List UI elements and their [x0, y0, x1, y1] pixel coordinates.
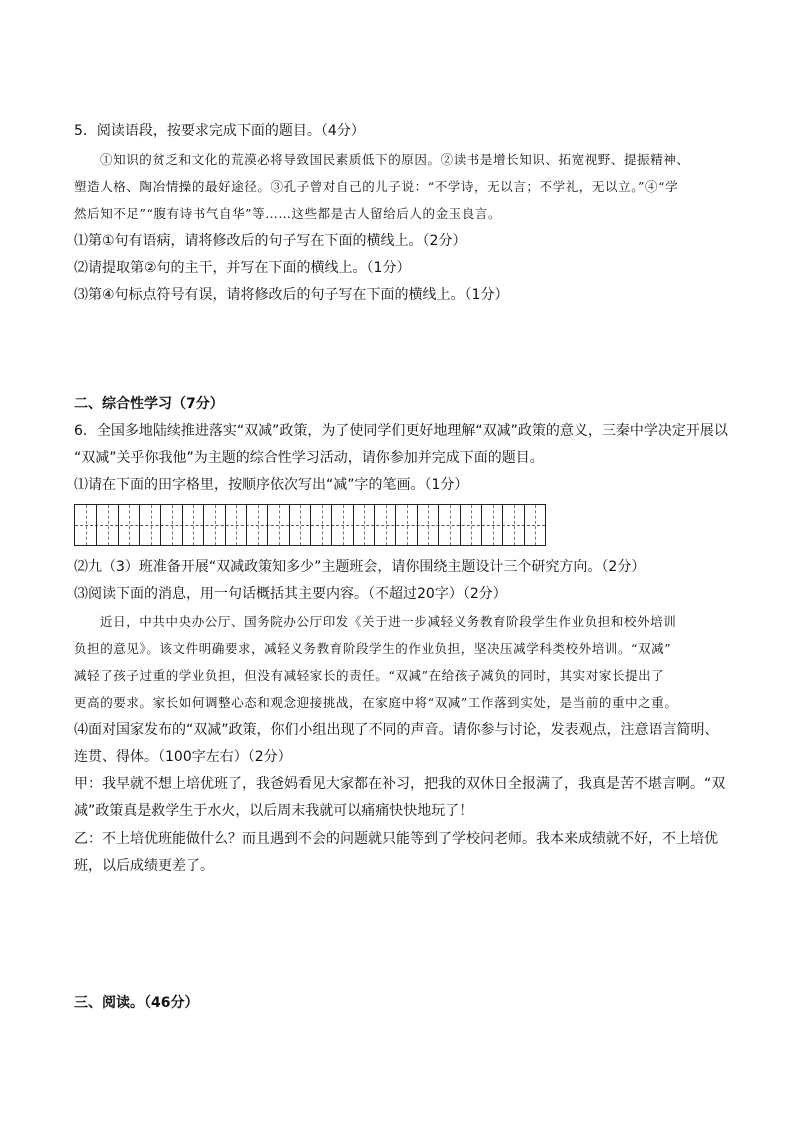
grid-vertical-guide — [322, 505, 323, 545]
tian-grid-cell[interactable] — [524, 505, 546, 545]
tian-grid-cell[interactable] — [203, 505, 225, 545]
grid-vertical-guide — [279, 505, 280, 545]
grid-vertical-guide — [450, 505, 451, 545]
grid-vertical-guide — [86, 505, 87, 545]
q5-passage-line-2: 塑造人格、陶冶情操的最好途径。③孔子曾对自己的儿子说：“不学诗，无以言；不学礼，无以立。”④“学 — [74, 179, 679, 194]
tian-grid-cell[interactable] — [289, 505, 311, 545]
tian-grid-cell[interactable] — [417, 505, 439, 545]
tian-grid-cell[interactable] — [395, 505, 417, 545]
tian-grid-cell[interactable] — [502, 505, 524, 545]
speaker-yi-line-1: 乙：不上培优班能做什么？而且遇到不会的问题就只能等到了学校问老师。我本来成绩就不好，不上培优 — [74, 831, 718, 847]
tian-grid-cell[interactable] — [310, 505, 332, 545]
tian-character-grid[interactable] — [74, 504, 546, 546]
grid-vertical-guide — [471, 505, 472, 545]
grid-vertical-guide — [514, 505, 515, 545]
question-5-title: 5．阅读语段，按要求完成下面的题目。（4分） — [74, 123, 365, 139]
tian-grid-cell[interactable] — [96, 505, 118, 545]
grid-vertical-guide — [236, 505, 237, 545]
q5-passage-line-1: ①知识的贫乏和文化的荒漠必将导致国民素质低下的原因。②读书是增长知识、拓宽视野、提振精神、 — [100, 152, 690, 167]
q6-sub-question-4-line-1: ⑷面对国家发布的“双减”政策，你们小组出现了不同的声音。请你参与讨论，发表观点，注意语言简明、 — [74, 722, 719, 738]
grid-vertical-guide — [193, 505, 194, 545]
grid-vertical-guide — [172, 505, 173, 545]
grid-vertical-guide — [535, 505, 536, 545]
tian-grid-cell[interactable] — [267, 505, 289, 545]
tian-grid-cell[interactable] — [438, 505, 460, 545]
tian-grid-cell[interactable] — [139, 505, 161, 545]
q6-intro-line-1: 6．全国多地陆续推进落实“双减”政策，为了使同学们更好地理解“双减”政策的意义，三秦中学决定开展以 — [74, 423, 728, 439]
q6-sub-question-2: ⑵九（3）班准备开展“双减政策知多少”主题班会，请你围绕主题设计三个研究方向。（2分） — [74, 559, 646, 575]
grid-vertical-guide — [151, 505, 152, 545]
grid-vertical-guide — [215, 505, 216, 545]
tian-grid-cell[interactable] — [118, 505, 140, 545]
q6-sub-question-4-line-2: 连贯、得体。（100字左右）（2分） — [74, 749, 292, 765]
grid-vertical-guide — [428, 505, 429, 545]
grid-vertical-guide — [364, 505, 365, 545]
tian-grid-cell[interactable] — [160, 505, 182, 545]
tian-grid-cell[interactable] — [374, 505, 396, 545]
q5-sub-question-1: ⑴第①句有语病，请将修改后的句子写在下面的横线上。（2分） — [74, 233, 467, 249]
speaker-jia-line-2: 减”政策真是救学生于水火，以后周末我就可以痛痛快快地玩了！ — [74, 803, 474, 819]
news-line-2: 负担的意见》。该文件明确要求，减轻义务教育阶段学生的作业负担，坚决压减学科类校外培训。“双减” — [74, 641, 672, 656]
tian-grid-cell[interactable] — [225, 505, 247, 545]
news-line-4: 更高的要求。家长如何调整心态和观念迎接挑战，在家庭中将“双减”工作落到实处，是当前的重中之重。 — [74, 695, 678, 710]
q6-intro-line-2: “双减”关乎你我他”为主题的综合性学习活动，请你参加并完成下面的题目。 — [74, 450, 544, 466]
news-line-3: 减轻了孩子过重的学业负担，但没有减轻家长的责任。“双减”在给孩子减负的同时，其实对家长提出了 — [74, 668, 665, 683]
grid-vertical-guide — [108, 505, 109, 545]
grid-vertical-guide — [407, 505, 408, 545]
tian-grid-cell[interactable] — [182, 505, 204, 545]
grid-vertical-guide — [300, 505, 301, 545]
grid-vertical-guide — [129, 505, 130, 545]
news-line-1: 近日，中共中央办公厅、国务院办公厅印发《关于进一步减轻义务教育阶段学生作业负担和校外培训 — [100, 614, 677, 629]
tian-grid-cell[interactable] — [246, 505, 268, 545]
grid-vertical-guide — [493, 505, 494, 545]
tian-grid-cell[interactable] — [75, 505, 96, 545]
grid-vertical-guide — [386, 505, 387, 545]
tian-grid-cell[interactable] — [481, 505, 503, 545]
q6-sub-question-1: ⑴请在下面的田字格里，按顺序依次写出“减”字的笔画。（1分） — [74, 477, 469, 493]
q5-sub-question-2: ⑵请提取第②句的主干，并写在下面的横线上。（1分） — [74, 260, 411, 276]
speaker-jia-line-1: 甲：我早就不想上培优班了，我爸妈看见大家都在补习，把我的双休日全报满了，我真是苦不堪言啊。“双 — [74, 776, 726, 792]
q5-sub-question-3: ⑶第④句标点符号有误，请将修改后的句子写在下面的横线上。（1分） — [74, 287, 509, 303]
grid-vertical-guide — [343, 505, 344, 545]
q5-passage-line-3: 然后知不足”“腹有诗书气自华”等……这些都是古人留给后人的金玉良言。 — [74, 206, 502, 221]
section-3-heading: 三、阅读。（46分） — [74, 995, 199, 1011]
q6-sub-question-3: ⑶阅读下面的消息，用一句话概括其主要内容。（不超过20字）（2分） — [74, 586, 507, 602]
tian-grid-cell[interactable] — [460, 505, 482, 545]
grid-vertical-guide — [258, 505, 259, 545]
section-2-heading: 二、综合性学习（7分） — [74, 396, 224, 412]
tian-grid-cell[interactable] — [353, 505, 375, 545]
speaker-yi-line-2: 班，以后成绩更差了。 — [74, 858, 214, 874]
tian-grid-cell[interactable] — [331, 505, 353, 545]
